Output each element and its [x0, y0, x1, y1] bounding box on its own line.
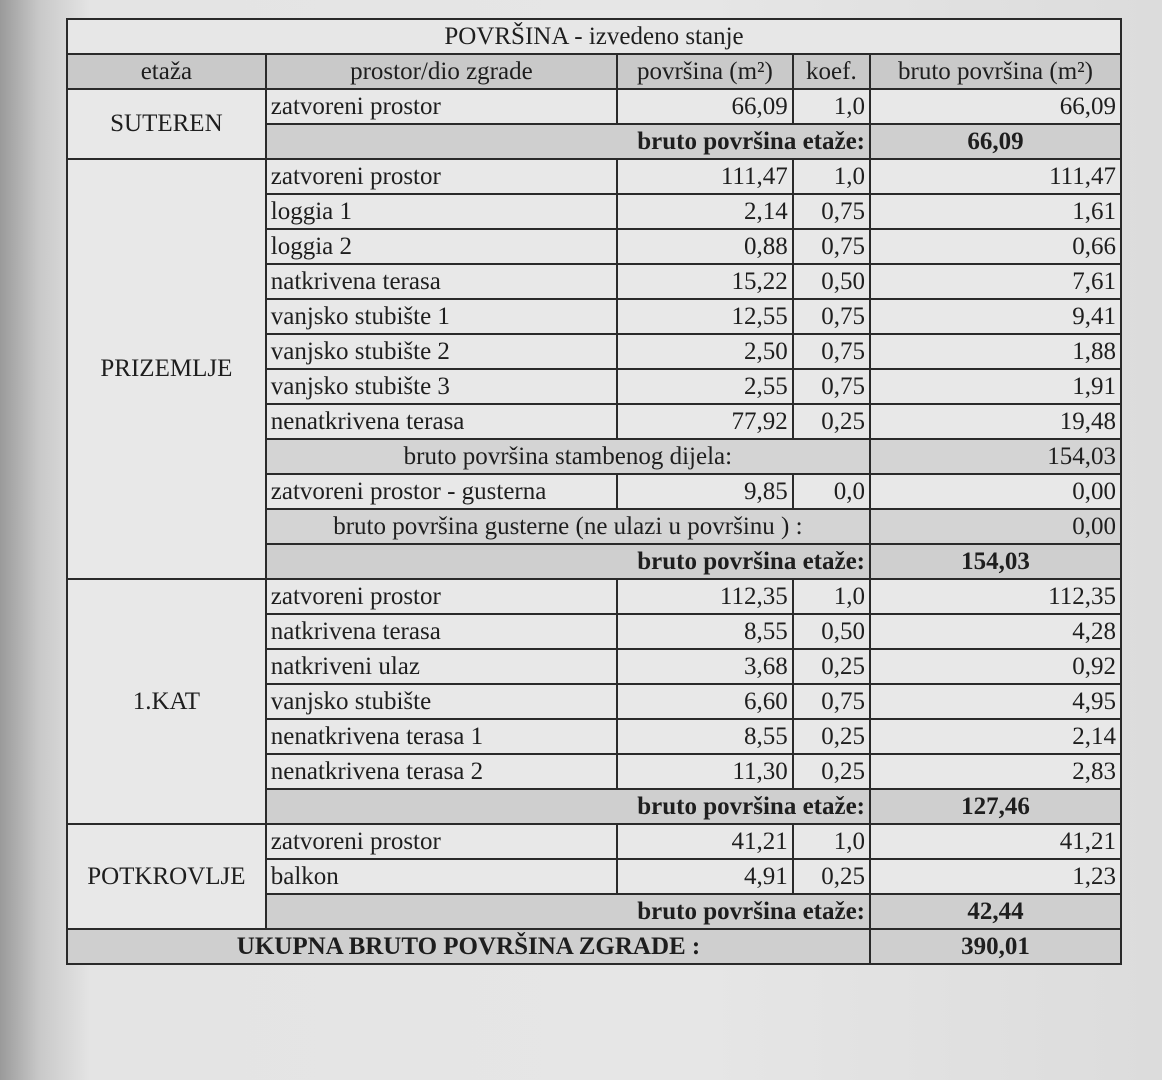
grand-total-row — [67, 929, 1121, 964]
space-name: balkon — [266, 859, 617, 894]
area-value: 11,30 — [617, 754, 793, 789]
floor-name: POTKROVLJE — [67, 824, 266, 929]
area-value: 111,47 — [617, 159, 793, 194]
gross-area-value: 1,88 — [870, 334, 1121, 369]
coefficient-value: 0,50 — [793, 264, 870, 299]
header-povrsina: površina (m²) — [617, 54, 793, 89]
header-etaza: etaža — [67, 54, 266, 89]
header-bruto: bruto površina (m²) — [870, 54, 1121, 89]
gross-area-value: 111,47 — [870, 159, 1121, 194]
area-value: 8,55 — [617, 614, 793, 649]
area-value: 41,21 — [617, 824, 793, 859]
space-name: zatvoreni prostor — [266, 159, 617, 194]
table-title-row — [67, 19, 1121, 54]
coefficient-value: 0,25 — [793, 754, 870, 789]
grand-total-label: UKUPNA BRUTO POVRŠINA ZGRADE : — [67, 929, 870, 964]
area-value: 66,09 — [617, 89, 793, 124]
gross-area-value: 1,23 — [870, 859, 1121, 894]
grand-total-value: 390,01 — [870, 929, 1121, 964]
floor-sum-value: 42,44 — [870, 894, 1121, 929]
cistern-subtotal-label: bruto površina gusterne (ne ulazi u površinu ) : — [266, 509, 870, 544]
coefficient-value: 1,0 — [793, 824, 870, 859]
coefficient-value: 0,75 — [793, 334, 870, 369]
space-name: nenatkrivena terasa — [266, 404, 617, 439]
table-row — [67, 824, 1121, 859]
space-name: loggia 1 — [266, 194, 617, 229]
gross-area-value: 0,66 — [870, 229, 1121, 264]
coefficient-value: 0,25 — [793, 719, 870, 754]
area-value: 8,55 — [617, 719, 793, 754]
coefficient-value: 0,75 — [793, 299, 870, 334]
area-value: 0,88 — [617, 229, 793, 264]
floor-sum-label: bruto površina etaže: — [266, 124, 870, 159]
gross-area-value: 41,21 — [870, 824, 1121, 859]
area-value: 6,60 — [617, 684, 793, 719]
table-row — [67, 159, 1121, 194]
area-value: 112,35 — [617, 579, 793, 614]
coefficient-value: 0,75 — [793, 684, 870, 719]
coefficient-value: 1,0 — [793, 89, 870, 124]
coefficient-value: 0,0 — [793, 474, 870, 509]
coefficient-value: 1,0 — [793, 579, 870, 614]
floor-sum-value: 127,46 — [870, 789, 1121, 824]
space-name: nenatkrivena terasa 2 — [266, 754, 617, 789]
area-value: 77,92 — [617, 404, 793, 439]
floor-sum-value: 154,03 — [870, 544, 1121, 579]
space-name: natkriveni ulaz — [266, 649, 617, 684]
coefficient-value: 0,75 — [793, 369, 870, 404]
space-name: vanjsko stubište 3 — [266, 369, 617, 404]
gross-area-value: 19,48 — [870, 404, 1121, 439]
coefficient-value: 0,25 — [793, 404, 870, 439]
area-value: 9,85 — [617, 474, 793, 509]
gross-area-value: 0,00 — [870, 474, 1121, 509]
area-value: 15,22 — [617, 264, 793, 299]
header-row — [67, 54, 1121, 89]
coefficient-value: 0,75 — [793, 194, 870, 229]
space-name: zatvoreni prostor - gusterna — [266, 474, 617, 509]
gross-area-value: 112,35 — [870, 579, 1121, 614]
area-value: 3,68 — [617, 649, 793, 684]
space-name: zatvoreni prostor — [266, 579, 617, 614]
coefficient-value: 0,25 — [793, 859, 870, 894]
gross-area-value: 0,92 — [870, 649, 1121, 684]
area-value: 12,55 — [617, 299, 793, 334]
floor-name: 1.KAT — [67, 579, 266, 824]
gross-area-value: 4,95 — [870, 684, 1121, 719]
space-name: zatvoreni prostor — [266, 89, 617, 124]
gross-area-value: 7,61 — [870, 264, 1121, 299]
area-value: 2,50 — [617, 334, 793, 369]
residential-subtotal-label: bruto površina stambenog dijela: — [266, 439, 870, 474]
table-row — [67, 579, 1121, 614]
gross-area-value: 1,91 — [870, 369, 1121, 404]
floor-name: PRIZEMLJE — [67, 159, 266, 579]
gross-area-value: 2,83 — [870, 754, 1121, 789]
space-name: vanjsko stubište — [266, 684, 617, 719]
space-name: vanjsko stubište 1 — [266, 299, 617, 334]
floor-sum-label: bruto površina etaže: — [266, 544, 870, 579]
area-value: 2,55 — [617, 369, 793, 404]
header-prostor: prostor/dio zgrade — [266, 54, 617, 89]
space-name: loggia 2 — [266, 229, 617, 264]
table-title: POVRŠINA - izvedeno stanje — [67, 19, 1121, 54]
space-name: nenatkrivena terasa 1 — [266, 719, 617, 754]
space-name: natkrivena terasa — [266, 264, 617, 299]
gross-area-value: 4,28 — [870, 614, 1121, 649]
gross-area-value: 66,09 — [870, 89, 1121, 124]
floor-sum-value: 66,09 — [870, 124, 1121, 159]
area-table — [66, 18, 1122, 965]
coefficient-value: 0,25 — [793, 649, 870, 684]
gross-area-value: 9,41 — [870, 299, 1121, 334]
space-name: natkrivena terasa — [266, 614, 617, 649]
table-row — [67, 89, 1121, 124]
floor-sum-label: bruto površina etaže: — [266, 789, 870, 824]
space-name: vanjsko stubište 2 — [266, 334, 617, 369]
cistern-subtotal-value: 0,00 — [870, 509, 1121, 544]
residential-subtotal-value: 154,03 — [870, 439, 1121, 474]
area-value: 2,14 — [617, 194, 793, 229]
coefficient-value: 0,50 — [793, 614, 870, 649]
floor-name: SUTEREN — [67, 89, 266, 159]
floor-sum-label: bruto površina etaže: — [266, 894, 870, 929]
header-koef: koef. — [793, 54, 870, 89]
coefficient-value: 0,75 — [793, 229, 870, 264]
area-value: 4,91 — [617, 859, 793, 894]
space-name: zatvoreni prostor — [266, 824, 617, 859]
coefficient-value: 1,0 — [793, 159, 870, 194]
gross-area-value: 1,61 — [870, 194, 1121, 229]
gross-area-value: 2,14 — [870, 719, 1121, 754]
